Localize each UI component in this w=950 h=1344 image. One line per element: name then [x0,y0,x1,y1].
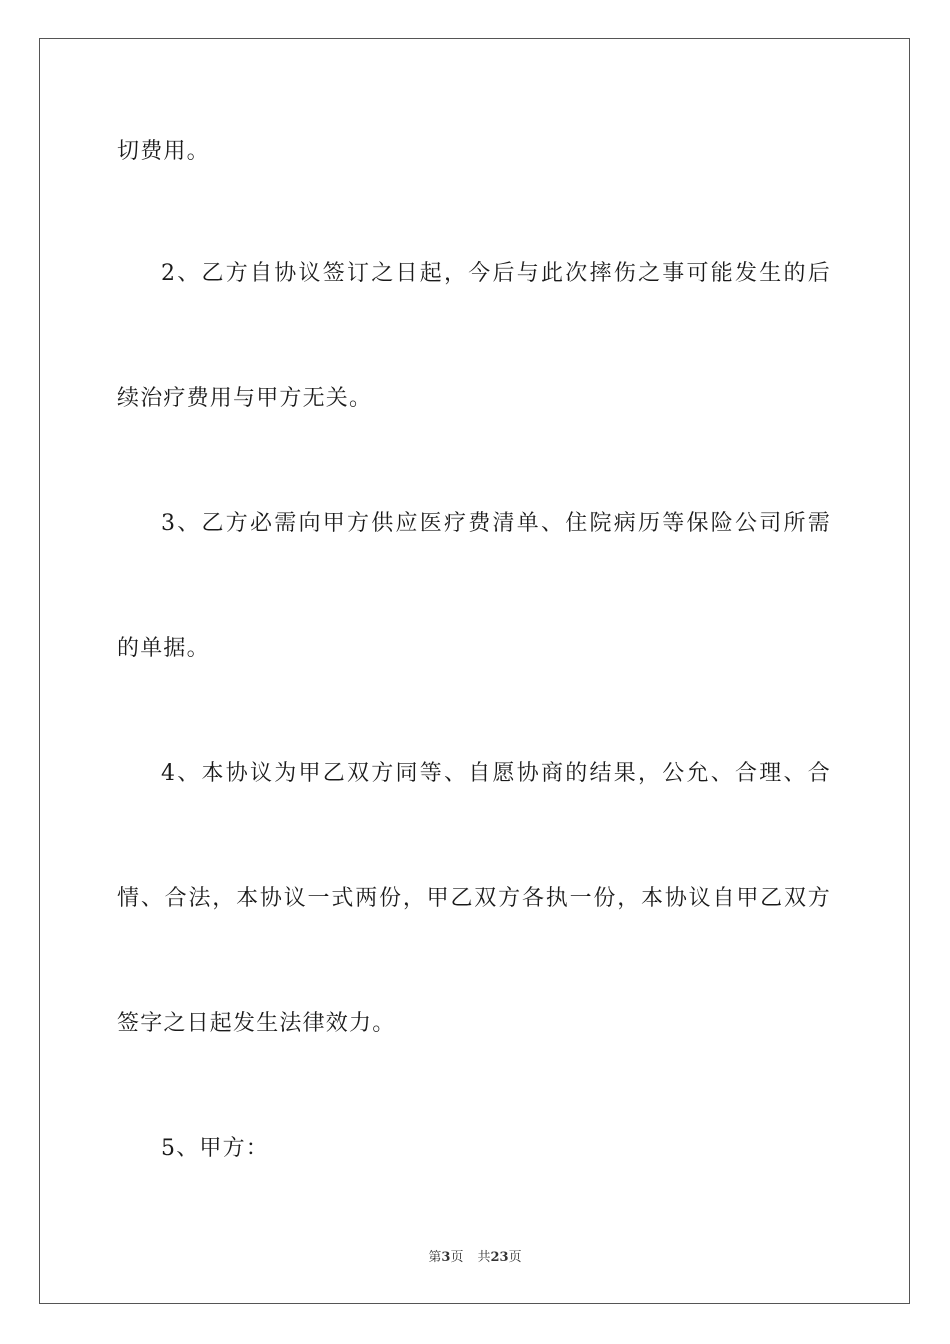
paragraph-4-line-2: 情、合法，本协议一式两份，甲乙双方各执一份，本协议自甲乙双方 [117,886,831,911]
paragraph-2-line-1: 2、乙方自协议签订之日起，今后与此次摔伤之事可能发生的后 [161,261,831,286]
footer-total-suffix: 页 [508,1250,522,1265]
footer-total-prefix: 共 [477,1250,491,1265]
paragraph-2-line-2: 续治疗费用与甲方无关。 [117,386,373,411]
footer-page-suffix: 页 [450,1250,464,1265]
paragraph-4-line-1: 4、本协议为甲乙双方同等、自愿协商的结果，公允、合理、合 [161,761,831,786]
page-footer [0,1246,950,1265]
paragraph-1-line-1: 切费用。 [117,139,210,164]
footer-page-total: 23 [490,1250,509,1265]
paragraph-5-line-1: 5、甲方： [161,1136,269,1161]
footer-page-current: 3 [441,1250,451,1265]
page-border [39,38,910,1304]
footer-page-prefix: 第 [428,1250,442,1265]
paragraph-3-line-2: 的单据。 [117,636,210,661]
paragraph-4-line-3: 签字之日起发生法律效力。 [117,1011,396,1036]
paragraph-3-line-1: 3、乙方必需向甲方供应医疗费清单、住院病历等保险公司所需 [161,511,831,536]
